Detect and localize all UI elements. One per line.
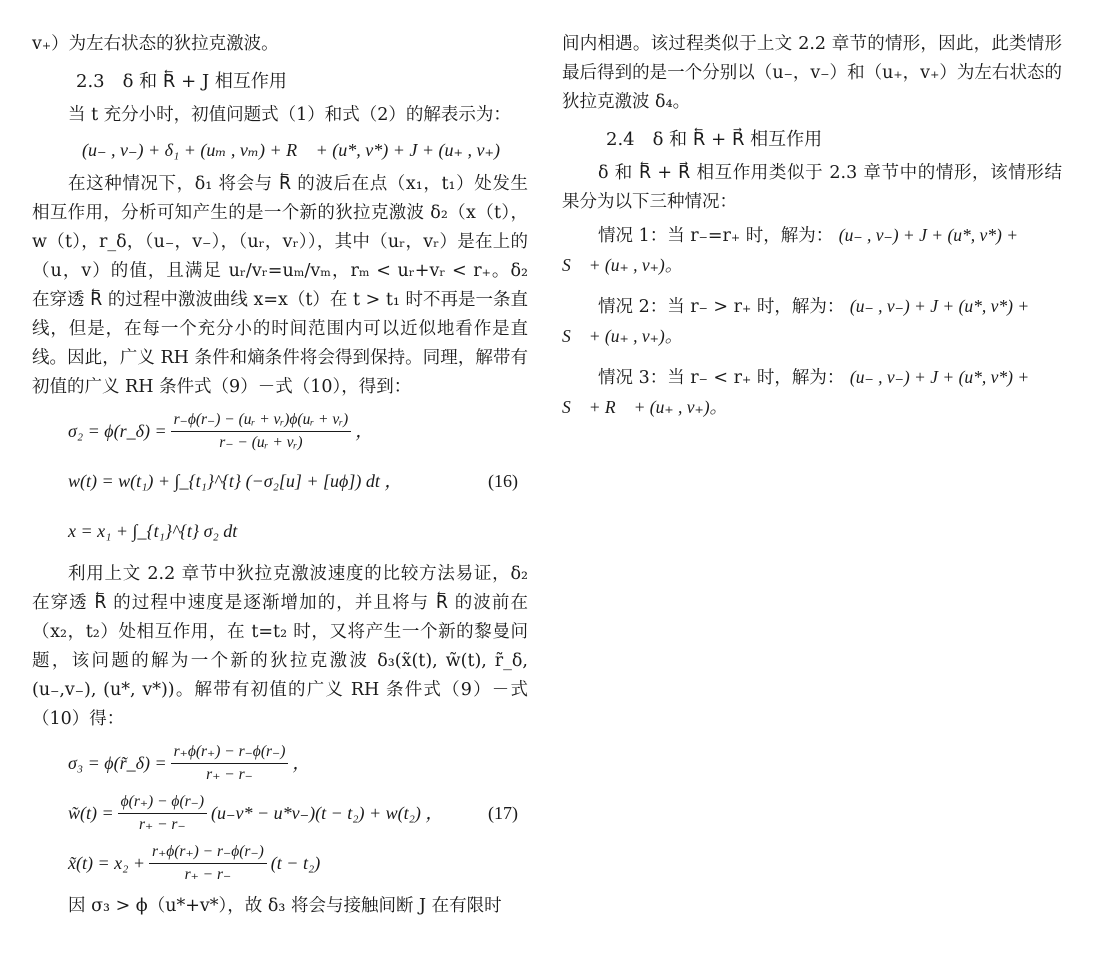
fraction-denominator: r₋ − (uᵣ + vᵣ) <box>219 433 303 451</box>
equation-16-sigma <box>68 406 528 456</box>
fraction-numerator: ϕ(r₊) − ϕ(r₋) <box>118 792 207 814</box>
paragraph-continuation-right: 间内相遇。该过程类似于上文 2.2 章节的情形，因此，此类情形最后得到的是一个分别以（u₋，v₋）和（u₊，v₊）为左右状态的狄拉克激波 δ₄。 <box>562 34 1062 112</box>
fraction-numerator: r₊ϕ(r₊) − r₋ϕ(r₋) <box>149 842 267 864</box>
paragraph-cases-intro: δ 和 R⃖ + R⃗ 相互作用类似于 2.3 章节中的情形，该情形结果分为以下三种情况： <box>562 163 1062 212</box>
equation-17-sigma <box>68 738 528 788</box>
section-heading-2-4: 2.4 δ 和 R⃖ + R⃗ 相互作用 <box>606 129 823 150</box>
case-3-label: 情况 3：当 r₋ < r₊ 时，解为： <box>598 368 845 388</box>
paragraph-continuation: v₊）为左右状态的狄拉克激波。 <box>32 34 279 54</box>
equation-16-x-expr: x = x₁ + ∫_{t₁}^{t} σ₂ dt <box>68 520 238 541</box>
equation-17-sigma-fraction <box>171 742 289 785</box>
left-column <box>32 30 528 921</box>
section-heading-2-3: 2.3 δ 和 R⃖ + J 相互作用 <box>76 71 287 92</box>
paragraph-initial-solution: 当 t 充分小时，初值问题式（1）和式（2）的解表示为： <box>68 105 511 125</box>
equation-17-sigma-tail: ， <box>292 752 311 773</box>
equation-16-sigma-tail: ， <box>355 420 374 441</box>
equation-number-16: (16) <box>488 470 518 491</box>
equation-16-w <box>68 456 528 506</box>
case-1-continuation: S⃗ + (u₊ , v₊)。 <box>562 255 683 275</box>
equation-initial-solution: (u₋ , v₋) + δ₁ + (uₘ , vₘ) + R⃖ + (u*, v*) + J + (u₊ , v₊) <box>82 140 500 160</box>
equation-16-sigma-lhs: σ₂ = ϕ(r_δ) = <box>68 420 167 441</box>
fraction-denominator: r₊ − r₋ <box>139 815 186 833</box>
equation-17-x-tail: (t − t₂) <box>270 852 321 873</box>
case-3-continuation: S⃗ + R⃗ + (u₊ , v₊)。 <box>562 397 728 417</box>
case-2-continuation: S⃗ + (u₊ , v₊)。 <box>562 326 683 346</box>
paragraph-contact-discontinuity: 因 σ₃ > ϕ（u*+v*），故 δ₃ 将会与接触间断 J 在有限时 <box>68 896 502 916</box>
right-column <box>562 30 1062 434</box>
equation-17 <box>68 738 528 888</box>
fraction-numerator: r₊ϕ(r₊) − r₋ϕ(r₋) <box>171 742 289 764</box>
equation-17-x-fraction <box>149 842 267 885</box>
equation-16 <box>68 406 528 556</box>
case-3 <box>598 363 1062 393</box>
case-2-label: 情况 2：当 r₋ > r₊ 时，解为： <box>598 297 845 317</box>
case-2 <box>598 292 1062 322</box>
paragraph-interaction-analysis: 在这种情况下，δ₁ 将会与 R⃖ 的波后在点（x₁，t₁）处发生相互作用，分析可知产生的是一个新的狄拉克激波 δ₂（x（t），w（t），r_δ，（u₋，v₋），（uᵣ，vᵣ）），其中（uᵣ，vᵣ）是在上的（u，v）的值，且满足 uᵣ/vᵣ=uₘ/vₘ，rₘ < uᵣ+vᵣ < r₊。δ₂ 在穿透 R⃖ 的过程中激波曲线 x=x（t）在 t > t₁ 时不再是一条直线，但是，在每一个充分小的时间范围内可以近似地看作是直线。因此，广义 RH 条件和熵条件将会得到保持。同理，解带有初值的广义 RH 条件式（9）－式（10），得到： <box>32 174 528 397</box>
fraction-denominator: r₊ − r₋ <box>206 765 253 783</box>
equation-17-sigma-lhs: σ₃ = ϕ(r̃_δ) = <box>68 752 167 773</box>
fraction-numerator: r₋ϕ(r₋) − (uᵣ + vᵣ)ϕ(uᵣ + vᵣ) <box>171 410 352 432</box>
case-1-label: 情况 1：当 r₋=r₊ 时，解为： <box>598 226 834 246</box>
equation-17-x <box>68 838 528 888</box>
equation-16-x <box>68 506 528 556</box>
equation-17-w-lhs: w̃(t) = <box>68 802 114 823</box>
case-2-formula: (u₋ , v₋) + J + (u*, v*) + <box>849 296 1030 316</box>
equation-16-w-expr: w(t) = w(t₁) + ∫_{t₁}^{t} (−σ₂[u] + [uϕ]) dt ， <box>68 470 403 491</box>
fraction-denominator: r₊ − r₋ <box>184 865 232 883</box>
case-1 <box>598 221 1062 251</box>
equation-16-sigma-fraction <box>171 410 352 453</box>
equation-17-w-tail: (u₋v* − u*v₋)(t − t₂) + w(t₂) ， <box>210 802 444 823</box>
equation-number-17: (17) <box>488 802 518 823</box>
paragraph-speed-comparison: 利用上文 2.2 章节中狄拉克激波速度的比较方法易证，δ₂ 在穿透 R⃖ 的过程中速度是逐渐增加的，并且将与 R⃖ 的波前在（x₂，t₂）处相互作用，在 t=t₂ 时，又将产生一个新的黎曼问题，该问题的解为一个新的狄拉克激波 δ₃(x̃(t), w̃(t), r̃_δ, (u₋,v₋), (u*, v*))。解带有初值的广义 RH 条件式（9）－式（10）得： <box>32 564 528 729</box>
case-1-formula: (u₋ , v₋) + J + (u*, v*) + <box>838 225 1019 245</box>
equation-17-w <box>68 788 528 838</box>
equation-17-x-lhs: x̃(t) = x₂ + <box>68 852 146 873</box>
equation-17-w-fraction <box>118 792 207 835</box>
case-3-formula: (u₋ , v₋) + J + (u*, v*) + <box>849 367 1030 387</box>
